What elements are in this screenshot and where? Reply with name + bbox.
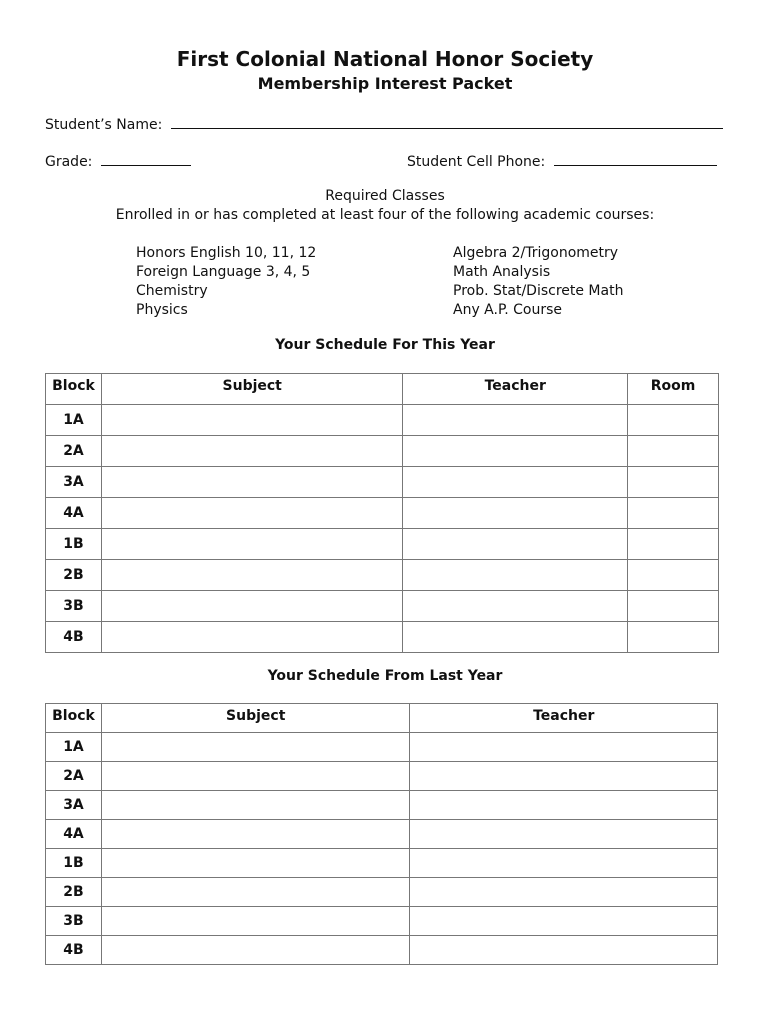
column-header-block: Block bbox=[46, 374, 102, 405]
course-item: Honors English 10, 11, 12 bbox=[136, 245, 317, 261]
course-item: Any A.P. Course bbox=[453, 302, 563, 318]
table-row bbox=[46, 849, 718, 878]
column-header-room: Room bbox=[628, 374, 719, 405]
teacher-cell[interactable] bbox=[403, 436, 628, 467]
form-title: First Colonial National Honor Society bbox=[176, 47, 594, 71]
table-row bbox=[46, 907, 718, 936]
subject-cell[interactable] bbox=[101, 467, 402, 498]
column-header-subject: Subject bbox=[101, 704, 410, 733]
block-cell: 1A bbox=[46, 405, 102, 436]
form-subtitle: Membership Interest Packet bbox=[257, 74, 513, 93]
room-cell[interactable] bbox=[628, 436, 719, 467]
room-cell[interactable] bbox=[628, 529, 719, 560]
table-header-row bbox=[46, 704, 718, 733]
subject-cell[interactable] bbox=[101, 405, 402, 436]
table-row bbox=[46, 529, 719, 560]
subject-cell[interactable] bbox=[101, 498, 402, 529]
last-year-schedule-table bbox=[45, 703, 718, 965]
teacher-cell[interactable] bbox=[403, 591, 628, 622]
table-row bbox=[46, 591, 719, 622]
block-cell: 3A bbox=[46, 467, 102, 498]
block-cell: 2A bbox=[46, 762, 102, 791]
teacher-cell[interactable] bbox=[410, 849, 718, 878]
room-cell[interactable] bbox=[628, 405, 719, 436]
teacher-cell[interactable] bbox=[410, 733, 718, 762]
column-header-teacher: Teacher bbox=[410, 704, 718, 733]
required-classes-description: Enrolled in or has completed at least four of the following academic courses: bbox=[115, 207, 655, 223]
cell-phone-field[interactable] bbox=[554, 151, 717, 166]
table-row bbox=[46, 405, 719, 436]
table-row bbox=[46, 733, 718, 762]
subject-cell[interactable] bbox=[101, 591, 402, 622]
teacher-cell[interactable] bbox=[403, 498, 628, 529]
this-year-heading: Your Schedule For This Year bbox=[275, 337, 495, 353]
subject-cell[interactable] bbox=[101, 878, 410, 907]
block-cell: 2A bbox=[46, 436, 102, 467]
subject-cell[interactable] bbox=[101, 936, 410, 965]
room-cell[interactable] bbox=[628, 560, 719, 591]
course-item: Foreign Language 3, 4, 5 bbox=[136, 264, 311, 280]
block-cell: 3B bbox=[46, 907, 102, 936]
table-row bbox=[46, 622, 719, 653]
column-header-teacher: Teacher bbox=[403, 374, 628, 405]
block-cell: 2B bbox=[46, 878, 102, 907]
required-classes-heading: Required Classes bbox=[325, 188, 445, 204]
teacher-cell[interactable] bbox=[410, 820, 718, 849]
block-cell: 4B bbox=[46, 622, 102, 653]
grade-label: Grade: bbox=[45, 154, 93, 170]
room-cell[interactable] bbox=[628, 467, 719, 498]
teacher-cell[interactable] bbox=[410, 878, 718, 907]
course-item: Math Analysis bbox=[453, 264, 551, 280]
column-header-block: Block bbox=[46, 704, 102, 733]
subject-cell[interactable] bbox=[101, 560, 402, 591]
teacher-cell[interactable] bbox=[403, 467, 628, 498]
subject-cell[interactable] bbox=[101, 820, 410, 849]
table-row bbox=[46, 762, 718, 791]
table-row bbox=[46, 436, 719, 467]
teacher-cell[interactable] bbox=[410, 907, 718, 936]
subject-cell[interactable] bbox=[101, 622, 402, 653]
block-cell: 4B bbox=[46, 936, 102, 965]
course-item: Prob. Stat/Discrete Math bbox=[453, 283, 624, 299]
block-cell: 1B bbox=[46, 849, 102, 878]
table-row bbox=[46, 936, 718, 965]
subject-cell[interactable] bbox=[101, 849, 410, 878]
subject-cell[interactable] bbox=[101, 733, 410, 762]
student-name-row bbox=[45, 114, 723, 133]
cell-phone-label: Student Cell Phone: bbox=[407, 154, 546, 170]
this-year-schedule-table bbox=[45, 373, 719, 653]
table-row bbox=[46, 560, 719, 591]
course-list-left bbox=[136, 244, 316, 320]
student-name-label: Student’s Name: bbox=[45, 117, 163, 133]
cell-phone-row bbox=[407, 151, 717, 170]
subject-cell[interactable] bbox=[101, 762, 410, 791]
teacher-cell[interactable] bbox=[410, 936, 718, 965]
table-row bbox=[46, 467, 719, 498]
table-row bbox=[46, 878, 718, 907]
course-item: Physics bbox=[136, 302, 188, 318]
subject-cell[interactable] bbox=[101, 529, 402, 560]
block-cell: 1A bbox=[46, 733, 102, 762]
course-list-right bbox=[453, 244, 623, 320]
grade-row bbox=[45, 151, 191, 170]
teacher-cell[interactable] bbox=[403, 529, 628, 560]
block-cell: 4A bbox=[46, 820, 102, 849]
block-cell: 3B bbox=[46, 591, 102, 622]
teacher-cell[interactable] bbox=[410, 762, 718, 791]
table-row bbox=[46, 791, 718, 820]
block-cell: 3A bbox=[46, 791, 102, 820]
subject-cell[interactable] bbox=[101, 436, 402, 467]
teacher-cell[interactable] bbox=[403, 622, 628, 653]
student-name-field[interactable] bbox=[171, 114, 723, 129]
room-cell[interactable] bbox=[628, 622, 719, 653]
grade-field[interactable] bbox=[101, 151, 191, 166]
table-row bbox=[46, 498, 719, 529]
course-item: Chemistry bbox=[136, 283, 208, 299]
column-header-subject: Subject bbox=[101, 374, 402, 405]
table-row bbox=[46, 820, 718, 849]
subject-cell[interactable] bbox=[101, 791, 410, 820]
teacher-cell[interactable] bbox=[403, 405, 628, 436]
subject-cell[interactable] bbox=[101, 907, 410, 936]
room-cell[interactable] bbox=[628, 498, 719, 529]
last-year-heading: Your Schedule From Last Year bbox=[267, 668, 503, 684]
block-cell: 4A bbox=[46, 498, 102, 529]
teacher-cell[interactable] bbox=[410, 791, 718, 820]
table-header-row bbox=[46, 374, 719, 405]
room-cell[interactable] bbox=[628, 591, 719, 622]
course-item: Algebra 2/Trigonometry bbox=[453, 245, 619, 261]
block-cell: 1B bbox=[46, 529, 102, 560]
block-cell: 2B bbox=[46, 560, 102, 591]
teacher-cell[interactable] bbox=[403, 560, 628, 591]
